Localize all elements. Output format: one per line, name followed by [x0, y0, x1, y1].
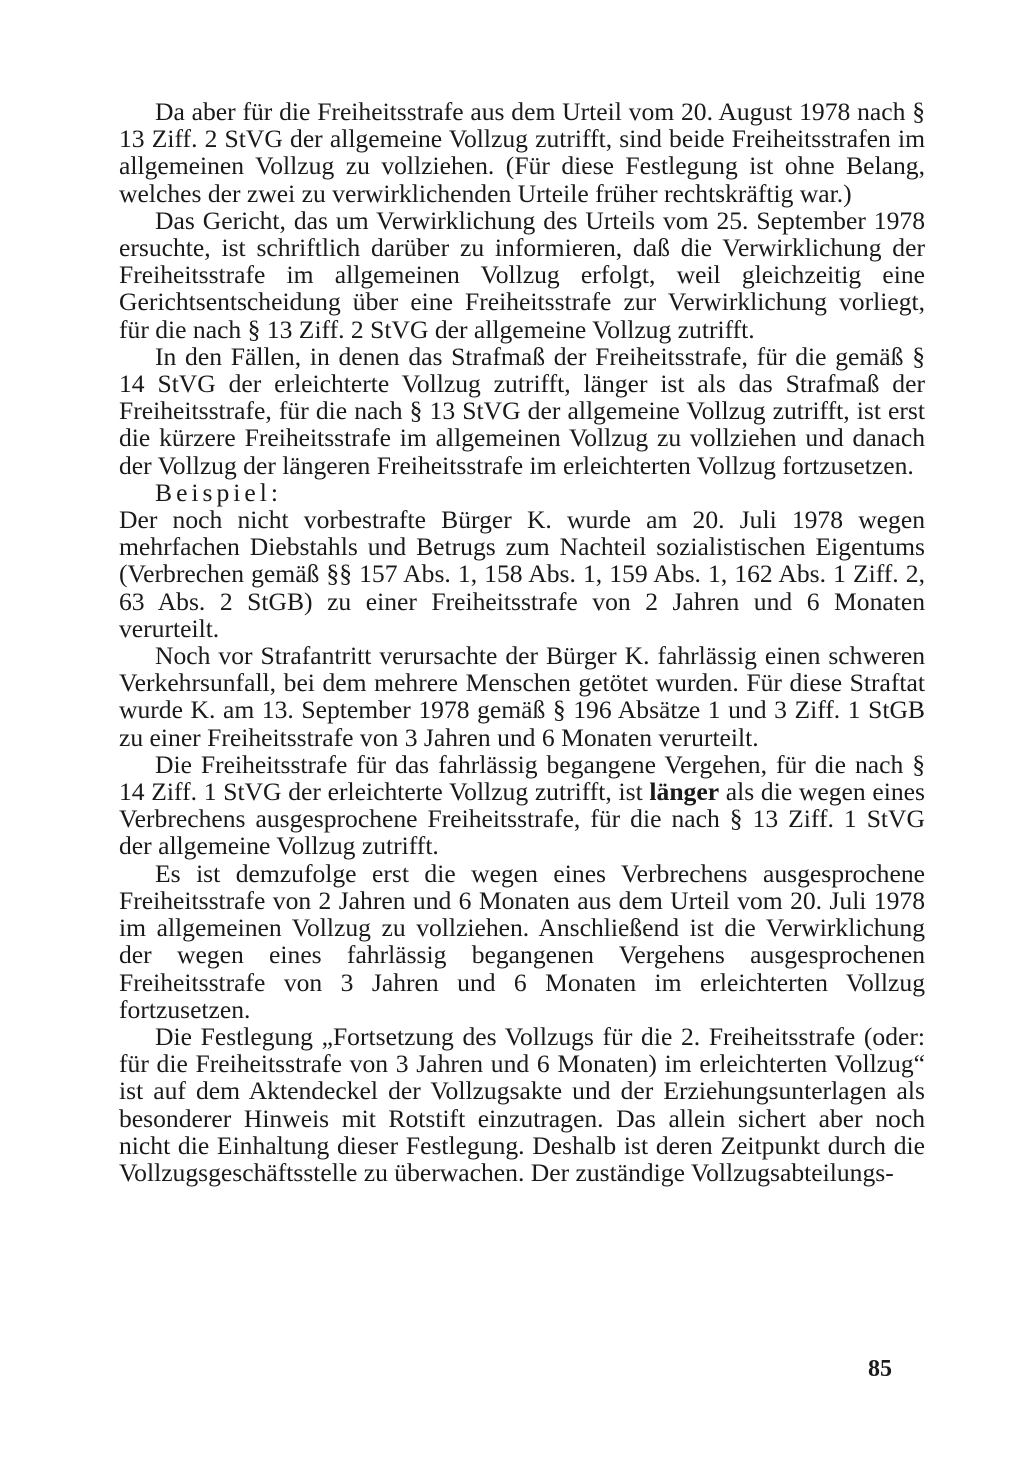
example-heading-paragraph: [119, 479, 925, 506]
paragraph-2: Das Gericht, das um Verwirklichung des Urteils vom 25. September 1978 ersuchte, ist schriftlich darüber zu informieren, daß die Verwirklichung der Freiheitsstrafe im allgemeinen Vollzug erfolgt, weil gleichzeitig eine Gerichtsentscheidung über eine Freiheitsstrafe zur Verwirklichung vorliegt, für die nach § 13 Ziff. 2 StVG der allgemeine Vollzug zutrifft.: [119, 205, 925, 344]
page-number: 85: [868, 1356, 892, 1382]
paragraph-8: Die Festlegung „Fortsetzung des Vollzugs für die 2. Freiheitsstrafe (oder: für die Freiheitsstrafe von 3 Jahren und 6 Monaten) im erleichterten Vollzug“ ist auf dem Aktendeckel der Vollzugsakte und der Erziehungsunterlagen als besonderer Hinweis mit Rotstift einzutragen. Das allein sichert aber noch nicht die Einhaltung dieser Festlegung. Deshalb ist deren Zeitpunkt durch die Vollzugsgeschäftsstelle zu überwachen. Der zuständige Vollzugsabteilungs-: [119, 1021, 925, 1187]
emphasis-laenger: länger: [649, 777, 720, 807]
example-heading: Beispiel:: [155, 477, 282, 507]
paragraph-1: Da aber für die Freiheitsstrafe aus dem Urteil vom 20. August 1978 nach § 13 Ziff. 2 StVG der allgemeine Vollzug zutrifft, sind beide Freiheitsstrafen im allgemeinen Vollzug zu vollziehen. (Für diese Festlegung ist ohne Belang, welches der zwei zu verwirklichenden Urteile früher rechtskräftig war.): [119, 97, 925, 208]
page-body: [119, 98, 925, 1186]
paragraph-7: Es ist demzufolge erst die wegen eines Verbrechens ausgesprochene Freiheitsstrafe von 2 Jahren und 6 Monaten aus dem Urteil vom 20. Juli 1978 im allgemeinen Vollzug zu vollziehen. Anschließend ist die Verwirklichung der wegen eines fahrlässig begangenen Vergehens ausgesprochenen Freiheitsstrafe von 3 Jahren und 6 Monaten im erleichterten Vollzug fortzusetzen.: [119, 858, 925, 1024]
paragraph-4: Der noch nicht vorbestrafte Bürger K. wurde am 20. Juli 1978 wegen mehrfachen Diebstahls und Betrugs zum Nachteil sozialistischen Eigentums (Verbrechen gemäß §§ 157 Abs. 1, 158 Abs. 1, 159 Abs. 1, 162 Abs. 1 Ziff. 2, 63 Abs. 2 StGB) zu einer Freiheitsstrafe von 2 Jahren und 6 Monaten verurteilt.: [119, 505, 925, 643]
paragraph-6: [119, 751, 925, 860]
paragraph-3: In den Fällen, in denen das Strafmaß der Freiheitsstrafe, für die gemäß § 14 StVG der erleichterte Vollzug zutrifft, länger ist als das Strafmaß der Freiheitsstrafe, für die nach § 13 StVG der allgemeine Vollzug zutrifft, ist erst die kürzere Freiheitsstrafe im allgemeinen Vollzug zu vollziehen und danach der Vollzug der längeren Freiheitsstrafe im erleichterten Vollzug fortzusetzen.: [119, 341, 925, 480]
paragraph-5: Noch vor Strafantritt verursachte der Bürger K. fahrlässig einen schweren Verkehrsunfall, bei dem mehrere Menschen getötet wurden. Für diese Straftat wurde K. am 13. September 1978 gemäß § 196 Absätze 1 und 3 Ziff. 1 StGB zu einer Freiheitsstrafe von 3 Jahren und 6 Monaten verurteilt.: [119, 641, 925, 752]
paragraph-6-text-start: Die Freiheitsstrafe für das fahrlässig begangene Vergehen, für die nach § 14 Ziff. 1 StVG der erleichterte Vollzug zutrifft, ist: [119, 749, 925, 807]
paragraph-6-text-end: als die wegen eines Verbrechens ausgesprochene Freiheitsstrafe, für die nach § 13 Ziff. 1 StVG der allgemeine Vollzug zutrifft.: [119, 777, 925, 861]
